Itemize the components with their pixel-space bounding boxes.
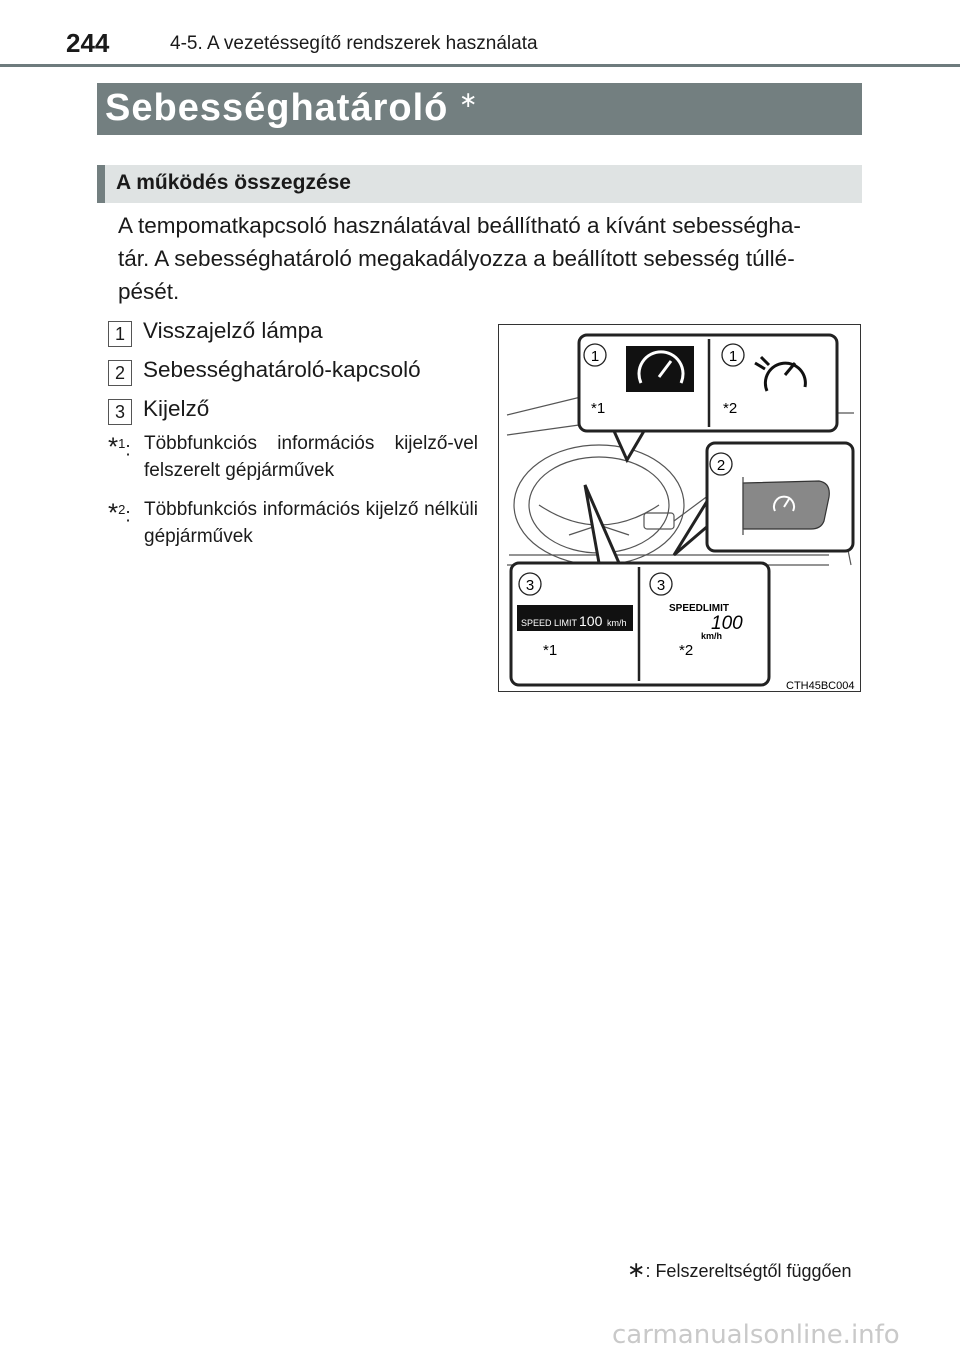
callout-number: 3 xyxy=(525,577,535,594)
display-unit: km/h xyxy=(607,618,627,628)
running-head: 4-5. A vezetéssegítő rendszerek használata xyxy=(170,33,538,54)
item-label: Sebességhatároló-kapcsoló xyxy=(143,357,421,382)
header-rule xyxy=(0,64,960,67)
callout-number: 3 xyxy=(108,399,132,425)
intro-paragraph xyxy=(118,209,856,308)
callout-list xyxy=(108,317,478,550)
list-item xyxy=(108,356,478,395)
footnote-mark: *$^2$: xyxy=(108,497,131,528)
display-value: 100 xyxy=(711,613,743,634)
callout-number: 1 xyxy=(108,321,132,347)
variant-label: *1 xyxy=(591,400,606,417)
list-item xyxy=(108,317,478,356)
watermark: carmanualsonline.info xyxy=(612,1320,900,1350)
display-label: SPEED LIMIT xyxy=(521,618,578,628)
variant-label: *2 xyxy=(679,642,694,659)
variant-label: *1 xyxy=(543,642,558,659)
callout-number: 2 xyxy=(108,360,132,386)
intro-line: A tempomatkapcsoló használatával beállítható a kívánt sebességha- xyxy=(118,213,801,238)
section-title-bar xyxy=(97,83,862,135)
footnote xyxy=(108,430,478,484)
footnote xyxy=(108,496,478,550)
callout-number: 3 xyxy=(656,577,666,594)
equipment-mark: ∗ xyxy=(459,87,478,112)
callout-number: 1 xyxy=(728,348,738,365)
footnote-mark: *$^1$: xyxy=(108,431,131,462)
variant-label: *2 xyxy=(723,400,738,417)
display-unit: km/h xyxy=(701,631,723,641)
dashboard-illustration xyxy=(498,324,861,692)
subsection-title: A működés összegzése xyxy=(116,171,351,194)
callout-number: 2 xyxy=(716,457,726,474)
equipment-footnote-text: : Felszereltségtől függően xyxy=(645,1261,852,1281)
item-label: Visszajelző lámpa xyxy=(143,318,323,343)
intro-line: tár. A sebességhatároló megakadályozza a beállított sebesség túllé- xyxy=(118,246,795,271)
subsection-title-bar xyxy=(97,165,862,203)
equipment-mark: ∗ xyxy=(627,1257,646,1282)
callout-number: 1 xyxy=(590,348,600,365)
figure-code: CTH45BC004 xyxy=(786,680,855,691)
footnote-text: Többfunkciós információs kijelző nélküli gépjárművek xyxy=(144,499,478,547)
display-value: 100 xyxy=(579,613,603,629)
intro-line: pését. xyxy=(118,279,180,304)
equipment-footnote xyxy=(627,1257,852,1283)
section-title: Sebességhatároló xyxy=(105,87,449,129)
list-item xyxy=(108,395,478,434)
display-label: SPEEDLIMIT xyxy=(669,603,730,614)
footnote-text: Többfunkciós információs kijelző-vel felszerelt gépjárművek xyxy=(144,433,478,481)
item-label: Kijelző xyxy=(143,396,210,421)
page-number: 244 xyxy=(66,28,110,58)
